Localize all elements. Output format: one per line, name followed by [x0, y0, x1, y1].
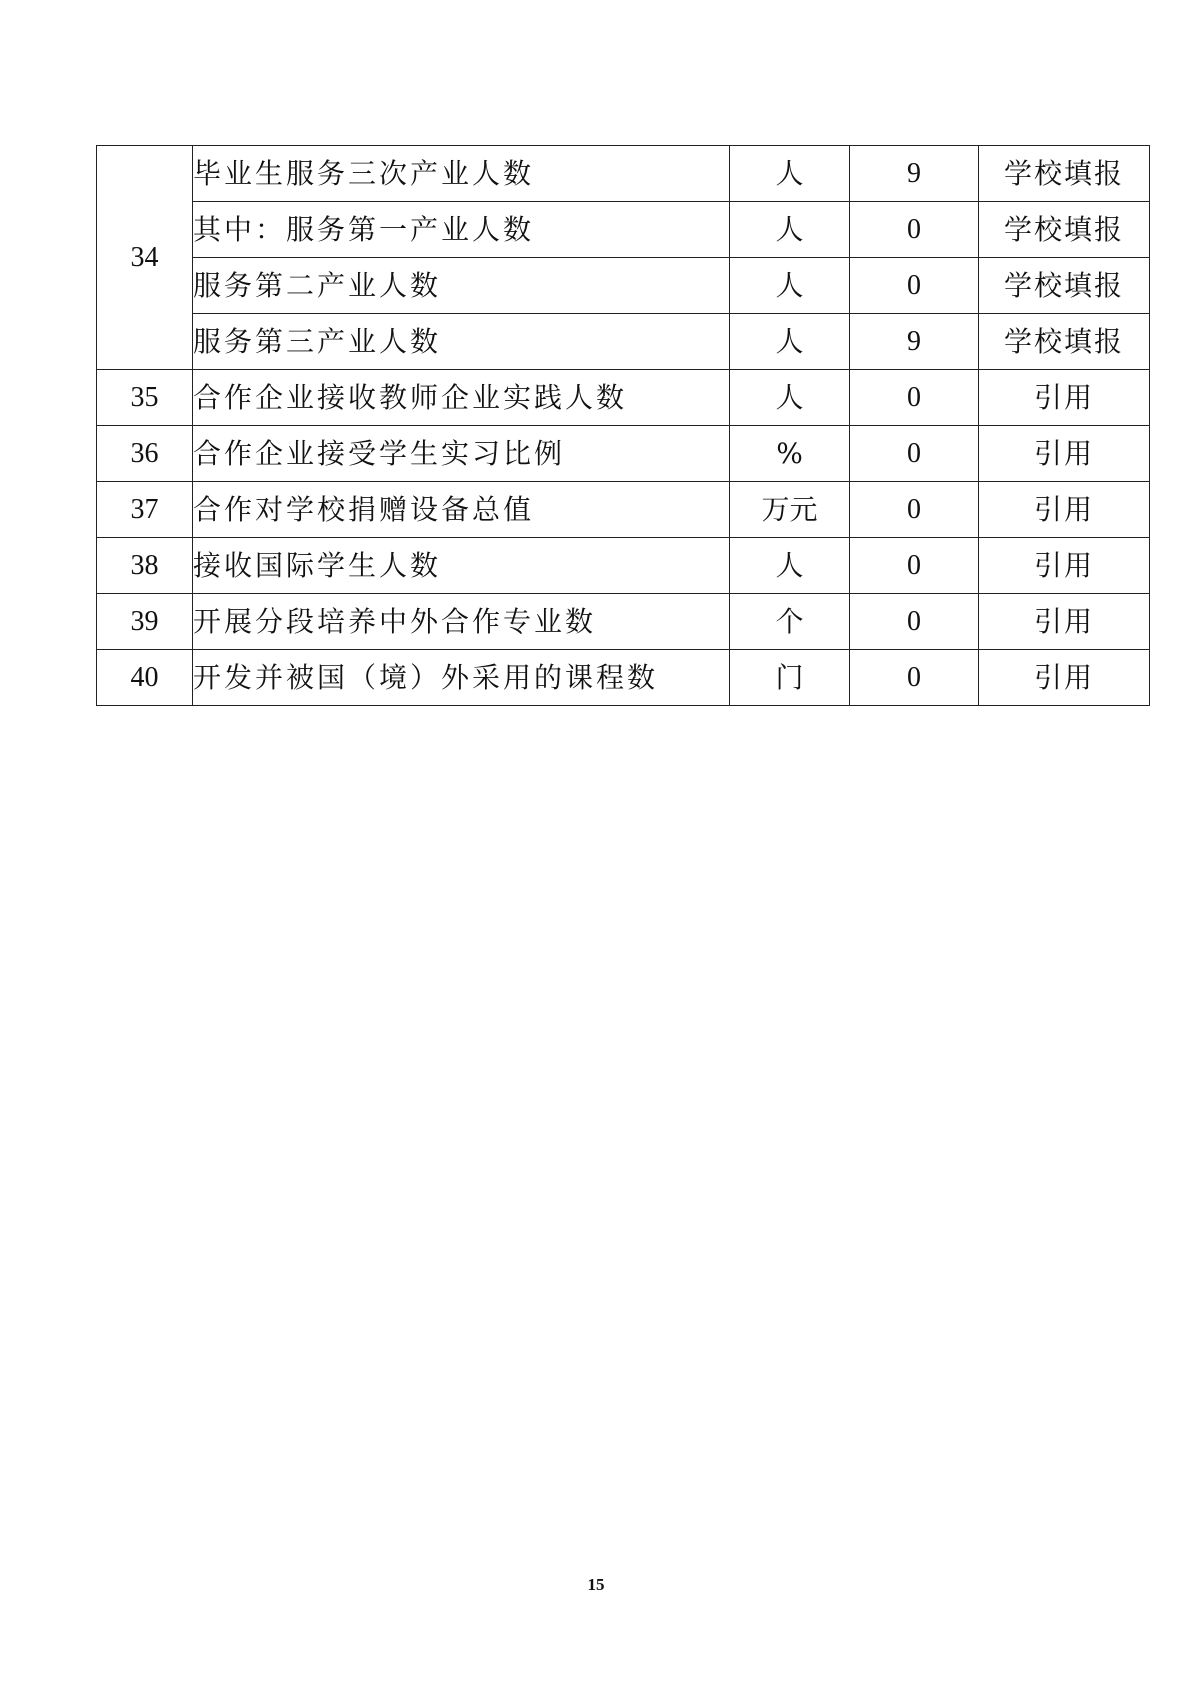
indicator-unit: 人	[730, 370, 850, 426]
row-number: 39	[97, 594, 193, 650]
table-row	[97, 650, 1150, 706]
indicator-value: 0	[850, 202, 979, 258]
row-number: 37	[97, 482, 193, 538]
indicator-source: 引用	[979, 594, 1150, 650]
table-row	[97, 146, 1150, 202]
indicator-unit: 人	[730, 258, 850, 314]
indicator-name: 服务第三产业人数	[193, 314, 730, 370]
indicator-unit: 个	[730, 594, 850, 650]
table-row	[97, 258, 1150, 314]
indicator-value: 0	[850, 370, 979, 426]
table-row	[97, 482, 1150, 538]
indicator-source: 引用	[979, 370, 1150, 426]
indicator-unit: 人	[730, 314, 850, 370]
row-number: 36	[97, 426, 193, 482]
indicator-name: 毕业生服务三次产业人数	[193, 146, 730, 202]
indicator-name: 合作企业接受学生实习比例	[193, 426, 730, 482]
indicator-source: 引用	[979, 538, 1150, 594]
indicator-source: 学校填报	[979, 258, 1150, 314]
indicator-unit: 人	[730, 202, 850, 258]
page-number: 15	[587, 1575, 605, 1594]
indicator-unit: 人	[730, 538, 850, 594]
indicator-name: 开发并被国（境）外采用的课程数	[193, 650, 730, 706]
table-row	[97, 426, 1150, 482]
indicator-unit: 门	[730, 650, 850, 706]
indicator-name: 合作企业接收教师企业实践人数	[193, 370, 730, 426]
indicator-unit: 万元	[730, 482, 850, 538]
indicator-source: 引用	[979, 482, 1150, 538]
indicator-source: 学校填报	[979, 146, 1150, 202]
indicator-table	[96, 145, 1150, 706]
table-row	[97, 594, 1150, 650]
indicator-value: 9	[850, 314, 979, 370]
indicator-source: 引用	[979, 650, 1150, 706]
indicator-value: 0	[850, 426, 979, 482]
indicator-name: 合作对学校捐赠设备总值	[193, 482, 730, 538]
indicator-value: 0	[850, 482, 979, 538]
indicator-source: 学校填报	[979, 314, 1150, 370]
indicator-unit: 人	[730, 146, 850, 202]
indicator-value: 0	[850, 594, 979, 650]
row-number: 40	[97, 650, 193, 706]
indicator-source: 学校填报	[979, 202, 1150, 258]
row-number: 34	[97, 146, 193, 370]
row-number: 38	[97, 538, 193, 594]
table-row	[97, 370, 1150, 426]
indicator-name: 服务第二产业人数	[193, 258, 730, 314]
indicator-value: 0	[850, 258, 979, 314]
row-number: 35	[97, 370, 193, 426]
table-row	[97, 314, 1150, 370]
indicator-value: 0	[850, 538, 979, 594]
indicator-unit: %	[730, 426, 850, 482]
indicator-name: 开展分段培养中外合作专业数	[193, 594, 730, 650]
table-row	[97, 538, 1150, 594]
indicator-source: 引用	[979, 426, 1150, 482]
indicator-name: 接收国际学生人数	[193, 538, 730, 594]
table-row	[97, 202, 1150, 258]
indicator-value: 9	[850, 146, 979, 202]
indicator-name: 其中：服务第一产业人数	[193, 202, 730, 258]
indicator-value: 0	[850, 650, 979, 706]
